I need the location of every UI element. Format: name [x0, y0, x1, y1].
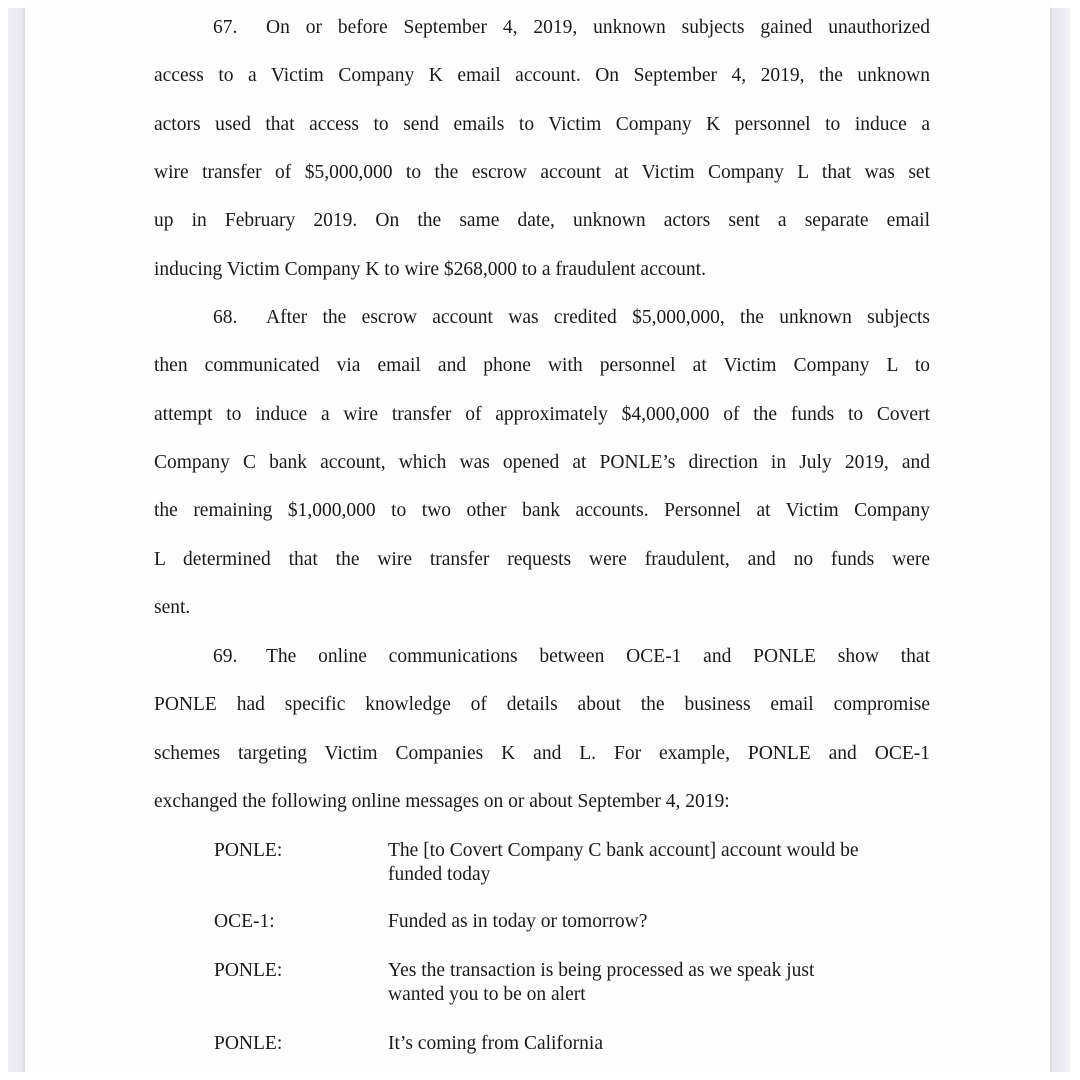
paragraph-line: PONLE had specific knowledge of details about the business email compromise — [154, 694, 930, 715]
message-speaker: PONLE: — [214, 840, 283, 861]
paragraph-line: inducing Victim Company K to wire $268,000 to a fraudulent account. — [154, 259, 706, 280]
paragraph-line: actors used that access to send emails to Victim Company K personnel to induce a — [154, 114, 930, 135]
message-entry — [0, 910, 1080, 936]
message-text: It’s coming from California — [388, 1033, 603, 1054]
paragraph-line: wire transfer of $5,000,000 to the escrow account at Victim Company L that was set — [154, 162, 930, 183]
message-text: Yes the transaction is being processed as we speak just wanted you to be on alert — [388, 960, 815, 1005]
paragraph-number: 67. — [213, 17, 238, 38]
paragraph-line: the remaining $1,000,000 to two other bank accounts. Personnel at Victim Company — [154, 500, 930, 521]
paragraph-line: L determined that the wire transfer requests were fraudulent, and no funds were — [154, 549, 930, 570]
message-entry — [0, 1032, 1080, 1058]
paragraph-line: then communicated via email and phone with personnel at Victim Company L to — [154, 355, 930, 376]
paragraph-line: exchanged the following online messages on or about September 4, 2019: — [154, 791, 730, 812]
message-entry — [0, 839, 1080, 889]
paragraph-line: schemes targeting Victim Companies K and L. For example, PONLE and OCE-1 — [154, 743, 930, 764]
message-entry — [0, 959, 1080, 1009]
paragraph-number: 68. — [213, 307, 238, 328]
paragraph-line: After the escrow account was credited $5,000,000, the unknown subjects — [266, 307, 930, 328]
paragraph-number: 69. — [213, 646, 238, 667]
paragraph-line: On or before September 4, 2019, unknown subjects gained unauthorized — [266, 17, 930, 38]
message-speaker: OCE-1: — [214, 911, 275, 932]
message-speaker: PONLE: — [214, 1033, 283, 1054]
paragraph-line: up in February 2019. On the same date, unknown actors sent a separate email — [154, 210, 930, 231]
message-text: Funded as in today or tomorrow? — [388, 911, 648, 932]
paragraph-line: The online communications between OCE-1 and PONLE show that — [266, 646, 930, 667]
paragraph-line: Company C bank account, which was opened at PONLE’s direction in July 2019, and — [154, 452, 930, 473]
paragraph-line: sent. — [154, 597, 191, 618]
paragraph-line: attempt to induce a wire transfer of approximately $4,000,000 of the funds to Covert — [154, 404, 930, 425]
paragraph-line: access to a Victim Company K email account. On September 4, 2019, the unknown — [154, 65, 930, 86]
message-text: The [to Covert Company C bank account] account would be funded today — [388, 840, 859, 885]
message-speaker: PONLE: — [214, 960, 283, 981]
